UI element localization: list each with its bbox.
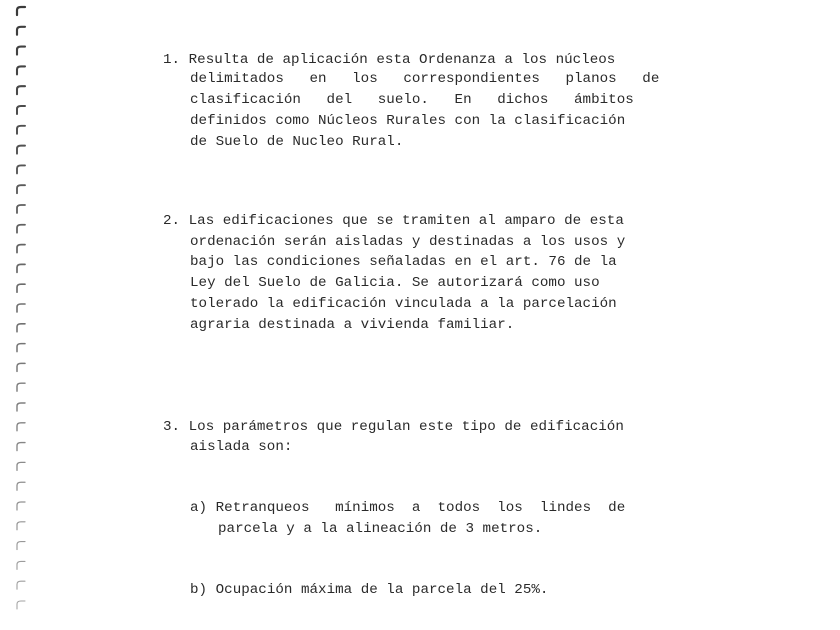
paragraph-1-line-3: clasificación del suelo. En dichos ámbitos: [190, 92, 634, 108]
paragraph-2-line-4: Ley del Suelo de Galicia. Se autorizará como uso: [190, 275, 600, 291]
paragraph-1-line-4: definidos como Núcleos Rurales con la clasificación: [190, 113, 626, 129]
paragraph-2-line-5: tolerado la edificación vinculada a la parcelación: [190, 296, 617, 312]
subitem-a-line-2: parcela y a la alineación de 3 metros.: [218, 521, 543, 537]
paragraph-1-number: 1.: [163, 52, 181, 68]
paragraph-1-line-1: 1. Resulta de aplicación esta Ordenanza a los núcleos: [163, 52, 616, 68]
subitem-b-line-1: b) Ocupación máxima de la parcela del 25%.: [190, 582, 549, 598]
subitem-a-letter: a): [190, 500, 208, 516]
subitem-a-line-1: a) Retranqueos mínimos a todos los lindes de: [190, 500, 626, 516]
paragraph-1-line-5: de Suelo de Nucleo Rural.: [190, 134, 404, 150]
paragraph-2-line-2: ordenación serán aisladas y destinadas a los usos y: [190, 234, 626, 250]
paragraph-3-line-1: 3. Los parámetros que regulan este tipo de edificación: [163, 419, 624, 435]
paragraph-3-number: 3.: [163, 419, 181, 435]
paragraph-2-line-6: agraria destinada a vivienda familiar.: [190, 317, 515, 333]
paragraph-3-line-2: aislada son:: [190, 439, 293, 455]
paragraph-2-line-1: 2. Las edificaciones que se tramiten al amparo de esta: [163, 213, 624, 229]
paragraph-1-line-2: delimitados en los correspondientes planos de: [190, 71, 660, 87]
paragraph-2-line-3: bajo las condiciones señaladas en el art. 76 de la: [190, 254, 617, 270]
paragraph-2-number: 2.: [163, 213, 181, 229]
subitem-b-letter: b): [190, 582, 208, 598]
